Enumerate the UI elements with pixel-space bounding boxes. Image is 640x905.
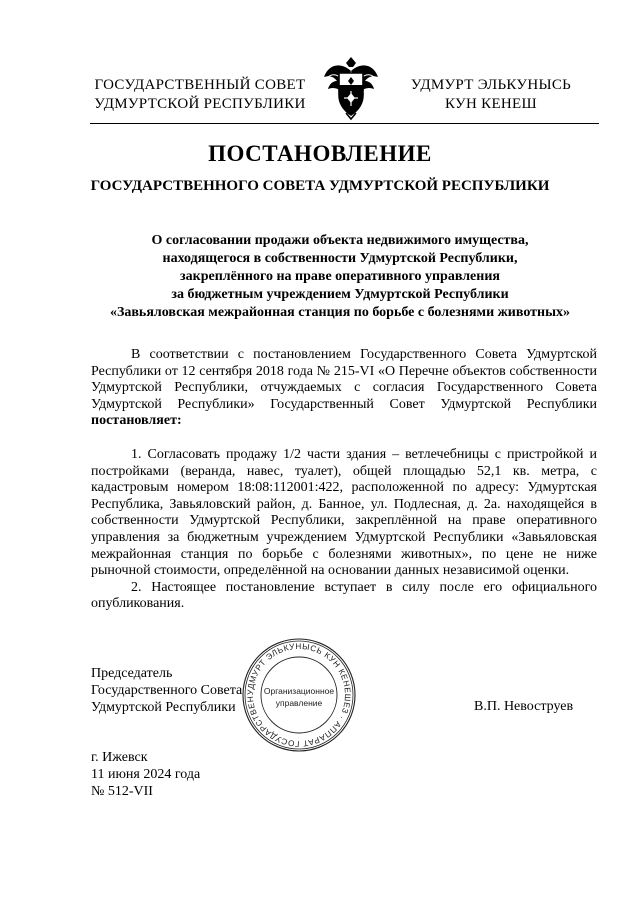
- resolution-points: [91, 447, 597, 613]
- stamp-outer-text: УДМУРТ ЭЛЬКУНЫСЬ КУН КЕНЕШЕЗ · АППАРАТ ГОСУДАРСТВЕН: [245, 641, 353, 749]
- stamp-inner-line2: управление: [275, 698, 323, 708]
- header-left: [84, 76, 316, 114]
- header-divider: [90, 123, 599, 124]
- subject-line: находящегося в собственности Удмуртской Республики,: [162, 251, 518, 266]
- header-right-line2: КУН КЕНЕШ: [445, 96, 537, 112]
- header-left-line2: УДМУРТСКОЙ РЕСПУБЛИКИ: [94, 96, 306, 112]
- subject-line: О согласовании продажи объекта недвижимого имущества,: [151, 233, 529, 248]
- subject-line: «Завьяловская межрайонная станция по борьбе с болезнями животных»: [109, 305, 571, 320]
- intro-paragraph: [91, 347, 597, 430]
- signatory-position-line: Государственного Совета: [91, 683, 243, 698]
- header-left-line1: ГОСУДАРСТВЕННЫЙ СОВЕТ: [94, 77, 306, 93]
- document-number: № 512-VII: [91, 784, 153, 799]
- stamp-inner-line1: Организационное: [263, 686, 335, 696]
- resolution-point-2: 2. Настоящее постановление вступает в силу после его официального опубликования.: [91, 579, 597, 612]
- coat-of-arms-emblem: [320, 55, 382, 121]
- header-right: [400, 76, 582, 114]
- document-date: 11 июня 2024 года: [91, 767, 201, 782]
- document-subject: [80, 232, 600, 322]
- intro-resolution-word: постановляет:: [91, 413, 182, 429]
- document-city: г. Ижевск: [91, 750, 148, 765]
- signatory-name: В.П. Невоструев: [474, 699, 574, 714]
- document-type-title: ПОСТАНОВЛЕНИЕ: [208, 141, 432, 166]
- document-issuer: ГОСУДАРСТВЕННОГО СОВЕТА УДМУРТСКОЙ РЕСПУБЛИКИ: [90, 178, 550, 194]
- signatory-position-line: Удмуртской Республики: [91, 700, 236, 715]
- official-stamp: [240, 636, 358, 754]
- document-footer: [91, 749, 200, 800]
- subject-line: закреплённого на праве оперативного управления: [180, 269, 500, 284]
- resolution-point-1: 1. Согласовать продажу 1/2 части здания – ветлечебницы с пристройкой и постройками (веранда, навес, туалет), общей площадью 52,1 кв. метра, с кадастровым номером 18:08:112001:422, расположенной по адресу: Удмуртская Республика, Завьяловский район, д. Банное, ул. Подлесная, д. 2а. находящейся в собственности Удмуртской Республики, закреплённой на праве оперативного управления за бюджетным учреждением Удмуртской Республики «Завьяловская межрайонная станция по борьбе с болезнями животных», по цене не ниже рыночной стоимости, определённой на основании данных независимой оценки.: [91, 447, 597, 579]
- subject-line: за бюджетным учреждением Удмуртской Республики: [171, 287, 509, 302]
- header-right-line1: УДМУРТ ЭЛЬКУНЫСЬ: [410, 77, 572, 93]
- signatory-position-line: Председатель: [91, 666, 173, 681]
- signatory-position: [91, 665, 242, 716]
- intro-text: В соответствии с постановлением Государственного Совета Удмуртской Республики от 12 сентября 2018 года № 215-VI «О Перечне объектов собственности Удмуртской Республики, отчуждаемых с согласия Государственного Совета Удмуртской Республики» Государственный Совет Удмуртской Республики: [91, 347, 597, 412]
